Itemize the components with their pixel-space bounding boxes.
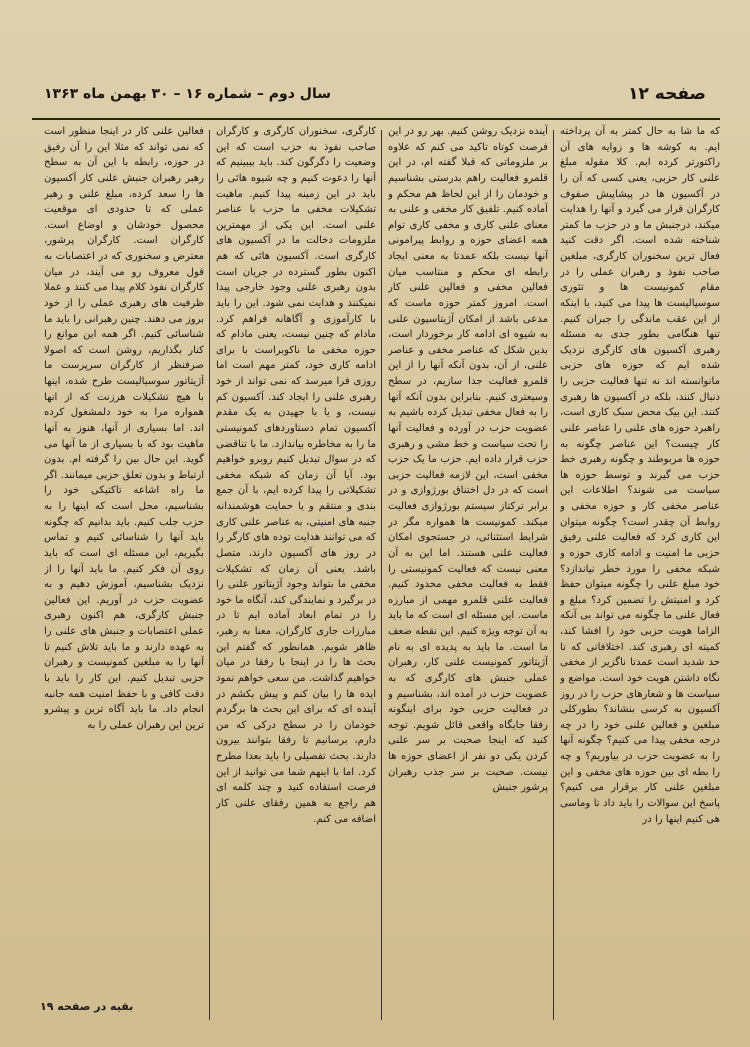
column-text: کارگری، سخنوران کارگری و کارگران صاحب نفوذ به حزب است که این وضعیت را دگرگون کند. باید بیبینیم که آنها را دعوت کنیم و چه شیوه هائی را باید در این زمینه پیدا کنیم. ماهیت تشکیلات مخفی ما حزب با عناصر علنی است. این یکی از مهمترین ملزومات دخالت ما در آکسیون های کارگری است. آکسیون هائی که هم اکنون بطور گسترده در جریان است بدون رهبری علنی وجود خارجی پیدا نمیکنند و هدایت نمی شود. این را باید با کارآموزی و آگاهانه فراهم کرد. مادام که چنین نیست، یعنی مادام که حوزه مخفی ما ناکوبراست با برای ادامه کاری خود، کمتر مهم است اما روزی فرا میرسد که نمی تواند از خود رهبری علنی را ایجاد کند. آکسیون کم نیست، و یا با جهیدن به یک مقدم آکسیون تمام دستاوردهای کمونیستی ما را به مخاطره بیاندازد. ما با تناقضی که در سوال تبدیل کنیم روبرو خواهیم بود. آیا آن زمان که شبکه مخفی تشکیلاتی را پیدا کرده ایم، با آن جمع بندی و منتقم و یا حمایت هوشمندانه جنبه های امنیتی، به عناصر علنی کاری که می توانند هدایت توده های کارگر را در روز های آکسیون دارند، متصل باشد. یعنی آن زمان که تشکیلات مخفی ما بتواند وجود آژیتاتور علنی را در برگیرد و نمایندگی کند، آنگاه ما خود را در تمام ابعاد آماده ایم تا در مبارزات جاری کارگران، معنا به رهبر، ظاهر شویم. همانطور که گفتم این بحث ها را در اینجا با رفقا در میان خواهیم گذاشت. من سعی خواهم نمود ایده ها را بیان کنم و پیش بکشم در آینده ای که برای این بحث ها برگردم خودمان را در سطح درکی که من دارم، برسانیم تا رفقا بتوانند بیرون دارند. بحث تفصیلی را باید بعدا مطرح کرد. اما با اینهم شما می توانید از این فرصت استفاده کنید و چند کلمه ای هم راجع به همین رفقای علنی کار اضافه می کنم. <box>216 126 376 825</box>
column-3 <box>216 124 376 1024</box>
column-4 <box>44 124 204 1024</box>
page-number: صفحه ۱۲ <box>628 84 706 104</box>
column-divider <box>381 130 382 1020</box>
column-text: که ما شا به حال کمتر به آن پرداخته ایم. به کوشه ها و زوایه های آن راکتورتر کرده ایم. کلا مقوله مبلغ علنی کار حزبی، یعنی کسی که آن را در آکسیون ها در پیشاپیش صفوف کارگران قرار می گیرد و آنها را هدایت میکند، درجنبش ما و در حزب ما کمتر شناخته شده است. اگر دقت کنید فعال ترین سخنوران کارگری، مبلغین صاحب نفوذ و رهبران عملی را در مقام کمونیست ها و تئوری سوسیالیست ها پیدا می کنید، با اینکه از این عقب ماندگی را جبران کنیم. تنها هنگامی بطور جدی به مسئله رهبری آکسیون های کارگری نزدیک شده ایم که حوزه های حزبی مانوانسته اند نه تنها فعالیت حزبی را دنبال کنند، بلکه در آکسیون ها رهبری کنند. این بیک محض سبک کاری است، راهبرد حوزه های علنی را عناصر علنی کار چیست؟ این عناصر چگونه به حوزه ها مربوطند و چگونه رهبری خط حزب می گیرند و توسط حوزه ها سیاست می شوند؟ اطلاعات این عناصر مخفی کار و حوزه مخفی و روابط آن چقدر است؟ چگونه میتوان این کاری کرد که فعالیت علنی رفیق حزبی ما امنیت و ادامه کاری حوزه و شبکه مخفی را مورد خطر نیاندازد؟ خود مبلغ علنی را چگونه میتوان حفظ کرد و امنیتش را تضمین کرد؟ مبلغ و فعال علنی ما چگونه می تواند بی آنکه الزاما هویت حزبی خود را افشا کند، کمیته ای رهبری کند. اختلافاتی که تا حد شدید است عمدتا ناگزیر از مخفی نگاه داشتن هویت خود است. مواضع و سیاست ها و شعارهای حزب را در روز آکسیون به کرسی بنشاند؟ بطورکلی مبلغین و فعالین علنی خود را در چه درجه مخفی پیدا می کنیم؟ چگونه آنها را به عضویت حزب در بیاوریم؟ و چه را بطه ای بین حوزه های مخفی و این مبلغین علنی کار برقرار می کنیم؟ پاسخ این سوالات را باید داد تا وماسی هی کنیم اینها را در <box>560 126 720 825</box>
page-header <box>30 82 720 116</box>
column-text: آینده نزدیک روشن کنیم. بهر رو در این فرصت کوتاه تاکید می کنم که علاوه بر ملزوماتی که قبلا گفته ام، در این قلمرو فعالیت راهم بدرستی بشناسیم و خودمان را از این لحاظ هم محکم و آماده کنیم. تلفیق کار مخفی و علنی به معنای علنی کاری و مخفی کاری توام همه اعضای حوزه و روابط پیرامونی آنها نیست بلکه عمدتا به معنی ایجاد رابطه ای محکم و منتاسب میان فعالین مخفی و فعالین علنی کار است. امروز کمتر حوزه ماست که مدعی باشد از امکان آژیتاسیون علنی به شیوه ای ادامه کار برخوردار است، بدین شکل که عناصر مخفی و عناصر علنی، از آن، بدون آنکه آنها را از این قلمرو فعالیت جدا سازیم، در سطح وسیعتری کنیم. بنابراین بدون آنکه آنها را به فعال مخفی تبدیل کرده باشیم به عضویت حزب در آورده و فعالیت آنها را تحت سیاست و خط مشی و رهبری حزب قرار داده ایم. حزب ما یک حزب مخفی است، این لازمه فعالیت حزبی است که در دل اختناق بورژوازی و در برابر ترکتاز سیستم بورژوازی فعالیت میکند. کمونیست ها همواره مگر در شرایط استثنائی، در جستجوی امکان فعالیت علنی هستند. اما این به آن معنی نیست که فعالیت کمونیستی را فقط به فعالیت مخفی محدود کنیم. فعالیت علنی قلمرو مهمی از مبارزه ماست. این مسئله ای است که ما باید به آن توجه ویژه کنیم. این نقطه ضعف ما است. ما باید به پدیده ای به نام آژیتاتور کمونیست علنی کار، رهبران عملی جنبش های کارگری که به عضویت حزب در آمده اند، بشناسیم و در فعالیت حزبی خود برای اینگونه رفقا جایگاه واقعی قائل شویم. توجه کنید که اینجا صحبت بر سر علنی کردن یکی دو نفر از اعضای حوزه ها نیست. صحبت بر سر جذب رهبران پرشور جنبش <box>388 126 548 794</box>
header-rule <box>32 118 720 120</box>
column-1 <box>560 124 720 1024</box>
column-divider <box>209 130 210 1020</box>
column-2 <box>388 124 548 1024</box>
column-text: فعالین علنی کار در اینجا منظور است که نمی تواند که مثلا این را آن رفیق در حوزه، رابطه با این آن به سطح رهبر رهبران جنبش علنی کار آکسیون ها را سعد کرده، مبلغ علنی و رهبر عملی که تا حدودی ای موقعیت محصول خودشان و اوضاع است. کارگران است. کارگران پرشور، معترض و سخنوری که در اعتصابات به قول معروف رو می آیند، در میان کارگران نفوذ کلام پیدا می کنند و عملا ظرفیت های رهبری عملی را از خود بروز می دهند. چنین رهبرانی را باید ما شناسائی کنیم. اگر همه این موانع را کنار بگذاریم، روشن است که اصولا صرفنظر از کارگران سرپرست ما آژیتاتور سوسیالیست طرح شده، اینها با هیچ تشکیلات هرزنت که از انها همواره مرا به خود دلمشغول کرده اند. اما بسیاری از آنها، هنوز به آنها ماهیت بود که با بسیاری از ما آنها می گوید. این حال بین را گرفته ام. بدون ارتباط و بدون تعلق حزبی میمانند. اگر ما راه اشاعه تاکتیکی خود را بشناسیم، محل است که اینها را به حزب جلب کنیم. باید بدانیم که چگونه باید آنها را شناسائی کنیم و تماس بگیریم، این مسئله ای است که باید روی آن فکر کنیم. ما باید آنها را از نزدیک بشناسیم، آموزش دهیم و به عضویت حزب در آوریم. این فعالین جنبش کارگری، هم اکنون رهبری عملی اعتصابات و جنبش های علنی را به عهده دارند و ما باید تلاش کنیم تا آنها را به مبلغین کمونیست و رهبران حزبی تبدیل کنیم. این کار را باید با دقت کافی و با حفظ امنیت همه جانبه انجام داد. ما باید آگاه ترین و پیشرو ترین این رهبران عملی را به <box>44 126 204 731</box>
column-divider <box>553 130 554 1020</box>
issue-info: سال دوم – شماره ۱۶ – ۳۰ بهمن ماه ۱۳۶۳ <box>44 86 331 102</box>
continuation-note: بقیه در صفحه ۱۹ <box>40 1000 134 1013</box>
